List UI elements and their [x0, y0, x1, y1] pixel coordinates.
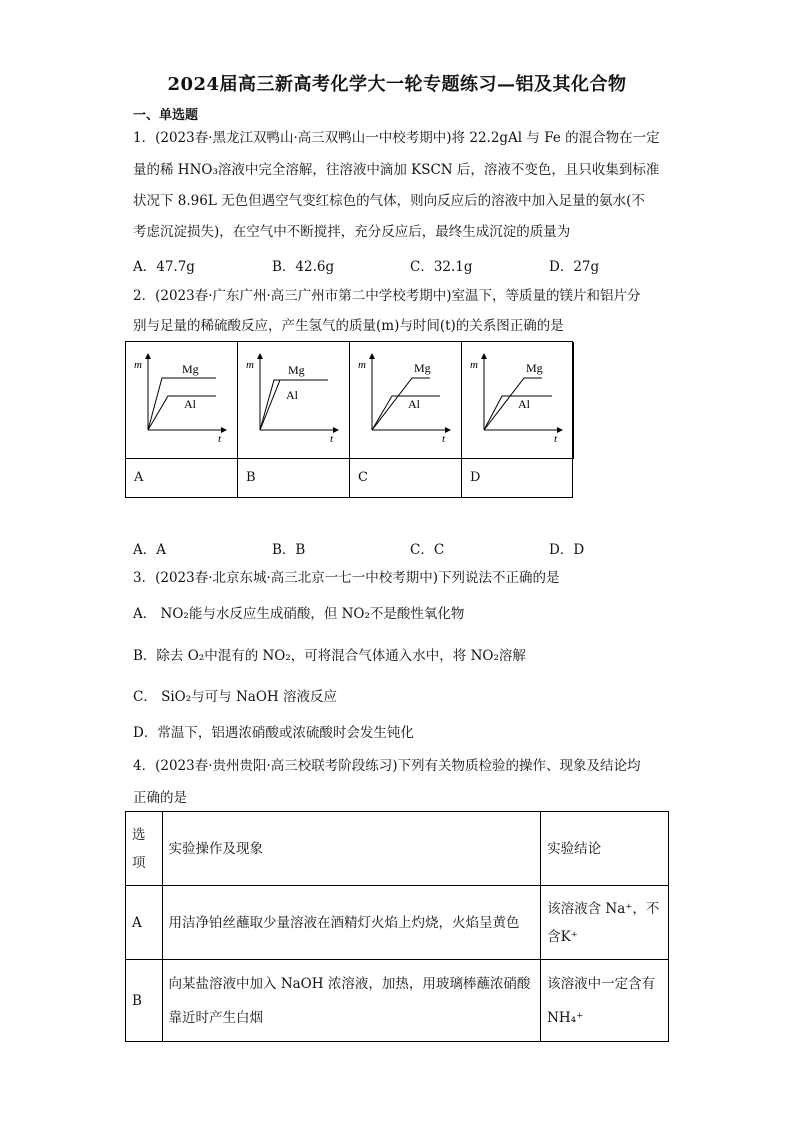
graph-label-d: D: [462, 458, 574, 498]
q2-option-d[interactable]: D．D: [549, 542, 585, 558]
table-row: [126, 960, 669, 1042]
q4-line-1: 4．(2023春·贵州贵阳·高三校联考阶段练习)下列有关物质检验的操作、现象及结论均: [133, 758, 641, 774]
q1-line-2: 量的稀 HNO₃溶液中完全溶解，往溶液中滴加 KSCN 后，溶液不变色，且只收集到标准: [133, 162, 660, 178]
q3-option-c[interactable]: C． SiO₂与可与 NaOH 溶液反应: [133, 689, 337, 705]
q2-option-a[interactable]: A．A: [133, 542, 166, 558]
al-label: Al: [408, 397, 420, 411]
q1-line-3: 状况下 8.96L 无色但遇空气变红棕色的气体，则向反应后的溶液中加入足量的氨水(不: [133, 193, 645, 209]
row-b-operation: 向某盐溶液中加入 NaOH 浓溶液，加热，用玻璃棒蘸浓硝酸靠近时产生白烟: [162, 960, 541, 1042]
header-option: 选项: [126, 812, 163, 886]
table-row: [126, 886, 669, 960]
graph-label-a: A: [126, 458, 238, 498]
q1-option-c[interactable]: C．32.1g: [410, 259, 473, 275]
row-b-option: B: [126, 960, 163, 1042]
q1-option-d[interactable]: D．27g: [549, 259, 600, 275]
graph-table: [125, 341, 573, 498]
axis-m-label: m: [358, 359, 366, 371]
q2-line-2: 别与足量的稀硫酸反应，产生氢气的质量(m)与时间(t)的关系图正确的是: [133, 318, 564, 334]
axis-t-label: t: [330, 433, 334, 445]
graph-c: [350, 342, 462, 458]
mg-label: Mg: [182, 362, 199, 376]
al-label: Al: [184, 397, 196, 411]
q2-option-b[interactable]: B．B: [272, 542, 306, 558]
q1-line-1: 1．(2023春·黑龙江双鸭山·高三双鸭山一中校考期中)将 22.2gAl 与 Fe 的混合物在一定: [133, 130, 660, 146]
axis-m-label: m: [134, 359, 142, 371]
mg-label: Mg: [414, 361, 431, 375]
q3-option-a[interactable]: A． NO₂能与水反应生成硝酸，但 NO₂不是酸性氧化物: [133, 606, 465, 622]
q2-option-c[interactable]: C．C: [410, 542, 445, 558]
q1-option-a[interactable]: A．47.7g: [133, 259, 195, 275]
graph-label-b: B: [238, 458, 350, 498]
graph-a: [126, 342, 238, 458]
row-a-operation: 用洁净铂丝蘸取少量溶液在酒精灯火焰上灼烧，火焰呈黄色: [162, 886, 541, 960]
mg-label: Mg: [526, 361, 543, 375]
graph-b: [238, 342, 350, 458]
header-operation: 实验操作及现象: [162, 812, 541, 886]
header-conclusion: 实验结论: [541, 812, 669, 886]
row-a-option: A: [126, 886, 163, 960]
axis-m-label: m: [470, 359, 478, 371]
q3-stem: 3．(2023春·北京东城·高三北京一七一中校考期中)下列说法不正确的是: [133, 570, 560, 586]
q2-line-1: 2．(2023春·广东广州·高三广州市第二中学校考期中)室温下，等质量的镁片和铝片分: [133, 288, 641, 304]
q1-option-b[interactable]: B．42.6g: [272, 259, 335, 275]
axis-t-label: t: [554, 433, 558, 445]
mg-label: Mg: [288, 363, 305, 377]
table-header-row: [126, 812, 669, 886]
axis-m-label: m: [246, 359, 254, 371]
q3-option-b[interactable]: B．除去 O₂中混有的 NO₂，可将混合气体通入水中，将 NO₂溶解: [133, 648, 526, 664]
row-b-conclusion: 该溶液中一定含有NH₄⁺: [541, 960, 669, 1042]
q3-option-d[interactable]: D．常温下，铝遇浓硝酸或浓硫酸时会发生钝化: [133, 725, 414, 741]
row-a-conclusion: 该溶液含 Na⁺，不含K⁺: [541, 886, 669, 960]
q1-line-4: 考虑沉淀损失)，在空气中不断搅拌，充分反应后，最终生成沉淀的质量为: [133, 224, 571, 240]
al-label: Al: [286, 388, 298, 402]
q4-table: [125, 811, 669, 1042]
page-title: 2024届高三新高考化学大一轮专题练习—铝及其化合物: [167, 74, 627, 95]
al-label: Al: [518, 397, 530, 411]
axis-t-label: t: [218, 433, 222, 445]
graph-label-c: C: [350, 458, 462, 498]
q4-line-2: 正确的是: [133, 790, 187, 806]
graph-d: [462, 342, 574, 458]
section-heading: 一、单选题: [133, 108, 199, 123]
axis-t-label: t: [442, 433, 446, 445]
